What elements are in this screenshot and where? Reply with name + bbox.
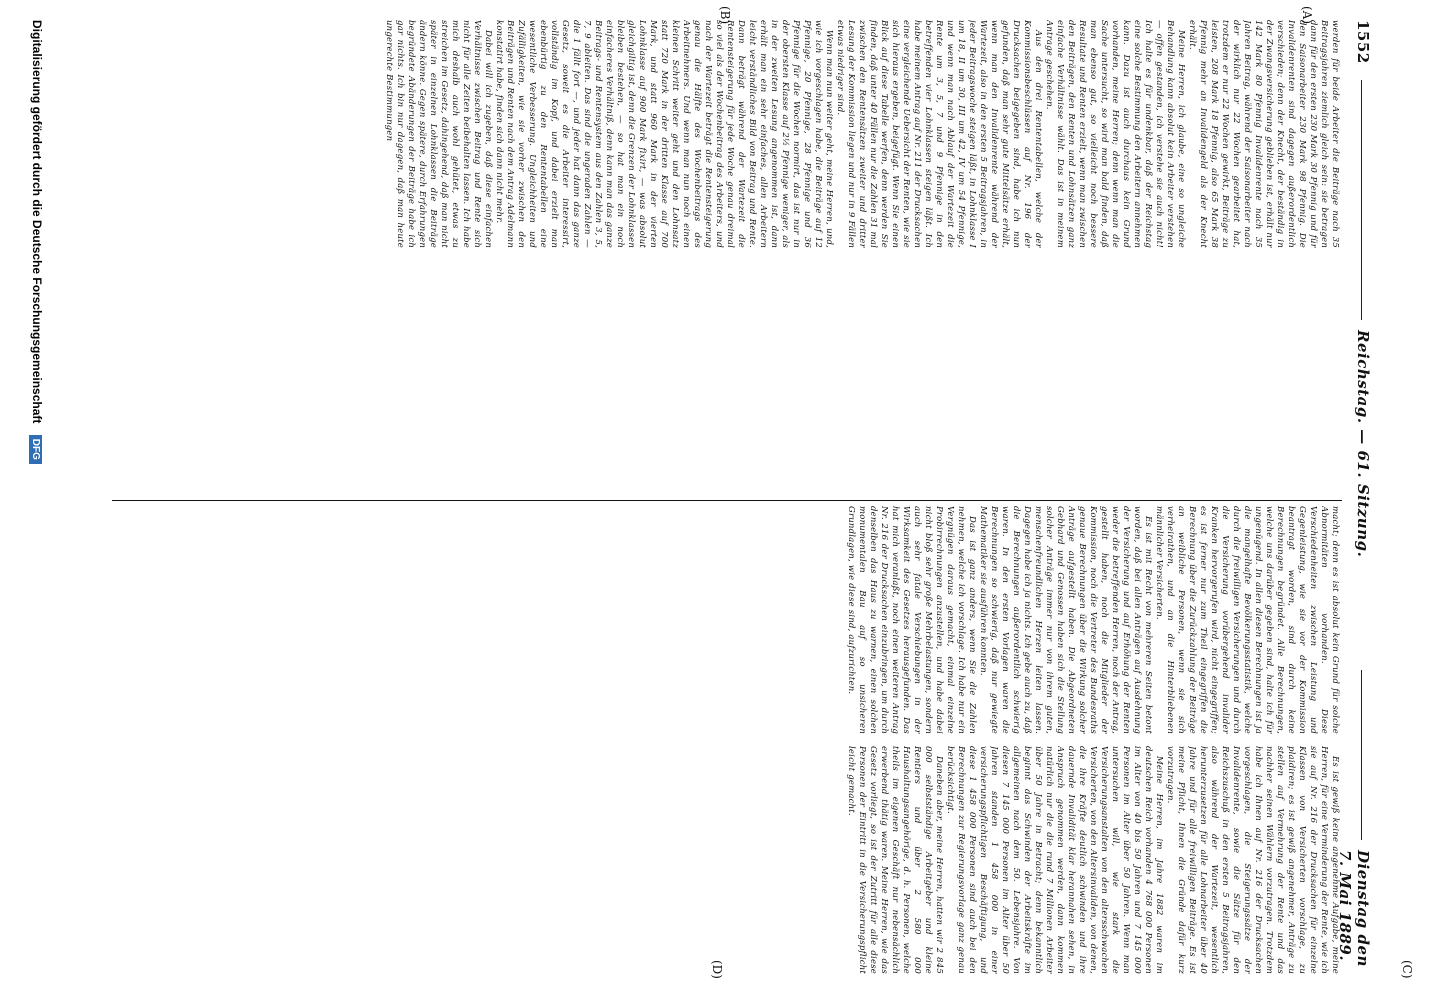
header-rule xyxy=(1361,80,1362,320)
session-title: Reichstag. — 61. Sitzung. xyxy=(1354,330,1372,558)
paragraph: Dabei will ich zugeben, daß diese einfachen Verhältnisse zwischen Beitrag und Rente sich nicht für alle Zeiten beibehalten lassen. Ich habe mich deshalb auch wohl gehütet, etwas zu streichen im Gesetz, dahingehend, daß man nicht später in einzelnen Lohnklassen die Beiträge ändern könne. Gegen spätere, durch Erfahrungen begründete Abänderungen der Beiträge habe ich gar nichts. Ich bin nur dagegen, daß man heute ungerechte Bestimmungen xyxy=(384,20,493,248)
column-divider xyxy=(112,500,1342,501)
text-column-2 xyxy=(115,506,1340,734)
header-rule xyxy=(1361,670,1362,840)
paragraph: Das ist ganz anders, wenn Sie die Zahlen nehmen, welche ich vorschlage. Ich habe nur ein Vergnügen daraus gemacht, einmal einzelne Probirrechnungen anzustellen, und habe dabei nicht bloß sehr große Mehrbelastungen, sondern auch sehr fatale Verschiebungen in der Wirksamkeit des Gesetzes herausgefunden. Das hat mich veranlaßt, noch einen weiteren Antrag Nr. 216 der Drucksachen einzubringen, um durch denselben das Haus zu warnen, einen solchen monumentalen Bau auf so unsicheren Grundlagen, wie diese sind, aufzurichten. xyxy=(846,506,977,734)
funding-note: Digitalisierung gefördert durch die Deutsche Forschungsgemeinschaft xyxy=(30,20,44,424)
page-number: 1552 xyxy=(1354,20,1372,64)
text-column-1 xyxy=(115,20,1340,248)
paragraph: macht; denn es ist absolut kein Grund für solche Abnormitäten vorhanden. Diese Verschiedenheiten zwischen Leistung und Gegenleistung, wie sie vor der Kommission beantragt worden, sind durch keine Berechnungen begründet. Alle Berechnungen, welche uns darüber gegeben sind, halte ich für ungenügend. In allen diesen Berechnungen ist ja die mangelhafte Bevölkerungsstatistik, welche durch die freiwilligen Versicherungen und durch die Versicherung vorübergehend invalider Kranken hervorgerufen wird, nicht eingegriffen; es ist ferner nur zum Theil eingegriffen die Berechnung über die Zurückzahlung der Beiträge an weibliche Personen, wenn sie sich verheirathen, und an die Hinterbliebenen männlicher Versicherten. xyxy=(1154,506,1340,734)
digitization-footer xyxy=(29,20,44,980)
page-header xyxy=(1336,20,1374,980)
session-date: Dienstag den 7. Mai 1889. xyxy=(1336,850,1372,967)
margin-marker-b: (B) xyxy=(718,6,732,25)
paragraph: Meine Herren, ich glaube, eine so ungleiche Behandlung kann absolut kein Arbeiter verstehen — offen gestanden, ich verstehe sie auch nicht! Ich halte es für undenkbar, daß der Reichstag eine solche Bestimmung den Arbeitern annehmen kann. Dazu ist auch durchaus kein Grund vorhanden, meine Herren; denn wenn man die Sache untersucht, so wird man bald finden, daß man ebenso gut, so vielleicht noch bessere Resultate und Renten erzielt, wenn man zwischen den Beiträgen, den Renten und Lohnsätzen ganz einfache Verhältnisse wählt. Das ist in meinem Antrage geschehen. xyxy=(1044,20,1186,248)
paragraph: Meine Herren, im Jahre 1882 waren im deutschen Reich vorhanden 4 768 000 Personen im Alter von 40 bis 50 Jahren und 7 145 000 Personen im Alter über 50 Jahren. Wenn man untersuchen will, wie stark die Versicherungsanstalten von den altersschwachen Versicherten, von den Altersinvaliden, von denen, die ihre Kräfte deutlich schwinden und ihre dauernde Invalidität klar herannahen sehen, in Anspruch genommen werden, dann kommen natürlich nur die die rund 7 Millionen Arbeiter über 50 Jahre in Betracht; denn bekanntlich beginnt das Schwinden der Arbeitskräfte im allgemeinen nach dem 50. Lebensjahre. Von diesen 7 145 000 Personen im Alter über 50 Jahren standen 1 458 000 in einer versicherungspflichtigen Beschäftigung, und diese 1 458 000 Personen sind auch bei den Berechnungen zur Regierungsvorlage ganz genau berücksichtigt. xyxy=(945,746,1164,974)
margin-marker-a: (A) xyxy=(1300,6,1314,25)
margin-marker-c: (C) xyxy=(1400,960,1414,979)
dfg-logo: DFG xyxy=(29,435,42,464)
paragraph: Aus den drei Rententabellen, welche der Kommissionsbeschlüssen auf Nr. 196 der Drucksachen beigegeben sind, habe ich nun gefunden, daß man sehr gute Mittelsätze erhält, wenn man den Invalidenrente während der Wartezeit, also in den ersten 5 Beitragsjahren, in jeder Beitragswoche steigen läßt, in Lohnklasse I um 18, II um 30, III um 42, IV um 54 Pfennige, und wenn man nach Ablauf der Wartezeit die Rente um 3, 5, 7 und 9 Pfennige in den betreffenden vier Lohnklassen steigen läßt. Ich habe meinem Antrag auf Nr. 211 der Drucksachen eine vergleichende Uebersicht der Renten, wie sie sich hieraus ergeben, beigefügt. Wenn Sie einen Blick auf diese Tabelle werfen, denn werden Sie finden, daß unter 40 Fällen nur die Zahlen 31 mal zwischen den Rentensätzen zweiter und dritter Lesung der Kommission liegen und nur in 9 Fällen etwas niedriger sind. xyxy=(835,20,1043,248)
paragraph: Es ist gewiß keine angenehme Aufgabe, meine Herren, für eine Verminderung der Rente, wie ich sie auf Nr. 216 der Drucksachen für einzelne Klassen von Versicherten vorschlage, zu plaidiren; es ist gewiß angenehmer, Anträge zu stellen auf Vermehrung der Rente und das nachher seinen Wählern vorzutragen. Trotzdem habe ich Ihnen auf Nr. 216 der Drucksachen vorgeschlagen, die Steigerungssätze der Invalidenrente, sowie die Sätze für den Reichszuschuß in den ersten 5 Beitragsjahren, also während der Wartezeit, wesentlich herunterzusetzen für alle Lohnarbeiter über 40 Jahre und für alle freiwilligen Beiträge. Es ist meine Pflicht, Ihnen die Gründe dafür kurz vorzutragen. xyxy=(1165,746,1340,974)
text-column-3 xyxy=(115,746,1340,974)
paragraph: werden für beide Arbeiter die Beiträge nach 35 Beitragsjahren ziemlich gleich sein: sie betragen dann für den ersten 230 Mark 30 Pfennig und für den Saisonarbeiter 230 Mark 98 Pfennig. Die Invalidenrenten sind dagegen außerordentlich verschieden; denn der Knecht, der beständig in der Zwangsversicherung geblieben ist, erhält nur 142 Mark 80 Pfennig Invalidenrente nach 35 Jahren Beitrag, während der Saisonarbeiter nach der wirklich nur 22 Wochen gearbeitet hat, trotzdem er nur 22 Wochen gewirkt, Beiträge zu leisten, 208 Mark 18 Pfennig, also 65 Mark 38 Pfennig mehr an Invalidengeld als der Knecht erhält. xyxy=(1187,20,1340,248)
paragraph: Daneben aber, meine Herren, hatten wir 2 845 000 selbstständige Arbeitgeber und kleine Rentiers und über 2 580 000 Haushaltungsangehörige, d. h. Personen, welche theils im eigenen Geschäft nur nebensächlich erwerbend thätig waren. Meine Herren, wie das Gesetz vorliegt, so ist der Zutritt für alle diese Personen der Eintritt in die Versicherungspflicht leicht gemacht. xyxy=(846,746,944,974)
paragraph: Wenn man nun weiter geht, meine Herren, und, wie ich vorgeschlagen habe, die Beiträge auf 12 Pfennige, 20 Pfennige, 28 Pfennige und 36 Pfennige für die Wochen normirt, das ist nur in der obersten Klasse auf 2½ Pfennige weniger, als in der zweiten Lesung angenommen ist, dann erhält man ein sehr einfaches, allen Arbeitern leicht verständliches Bild von Beitrag und Rente. Dann beträgt während der Wartezeit die Rentensteigerung für jede Woche genau dreimal so viel als der Wochenbeitrag des Arbeiters, und nach der Wartezeit beträgt die Rentensteigerung genau die Hälfte des Wochenbeitrags des Arbeitnehmers. Und wenn man nun noch einen kleinen Schritt weiter geht und den Lohnsatz statt 720 Mark in der dritten Klasse auf 700 Mark, und statt 960 Mark in der vierten Lohnklasse auf 900 Mark fixirt, — was absolut gleichgiltig ist, denn die Grenzen der Lohnklassen bleiben bestehen, — so hat man ein noch einfacheres Verhältniß, denn kann man das ganze Beitrags- und Rentensystem aus den Zahlen 3, 5, 7, 9 ableiten. Das sind die ungeraden Zahlen — die 1 fällt fort —, und jeder hat dann das ganze Gesetz, soweit es die Arbeiter interessirt, vollständig im Kopf, und dabei erzielt man ebenbürtig zu den Rententabellen eine wesentliche Verbesserung. Ungleichheiten und Zufälligkeiten, wie sie vorher zwischen den Beiträgen und Renten nach dem Antrag Adelmann konstatirt habe, finden sich dann nicht mehr. xyxy=(494,20,834,248)
margin-marker-d: (D) xyxy=(710,960,724,979)
paragraph: Es ist mit Recht von mehreren Seiten betont worden, daß bei allen Anträgen auf Ausdehnung der Versicherung und auf Erhöhung der Renten weder die betreffenden Herren, noch der Antrag, gestellt haben, noch die Mitglieder der Kommission, noch die Vertreter des Bundesraths genaue Berechnungen über die Wirkung solcher Anträge aufgestellt haben. Die Abgeordneten Gebhard und Genossen haben sich die Stellung solcher Anträge immer nur von ihrem guten, menschenfreundlichen Herzen leiten lassen. Dagegen habe ich ja nichts. Ich gebe auch zu, daß die Berechnungen außerordentlich schwierig waren. In den ersten Vorlagen waren die Berechnungen so schwierig, daß nur gewiegte Mathematiker sie ausführen konnten. xyxy=(978,506,1153,734)
